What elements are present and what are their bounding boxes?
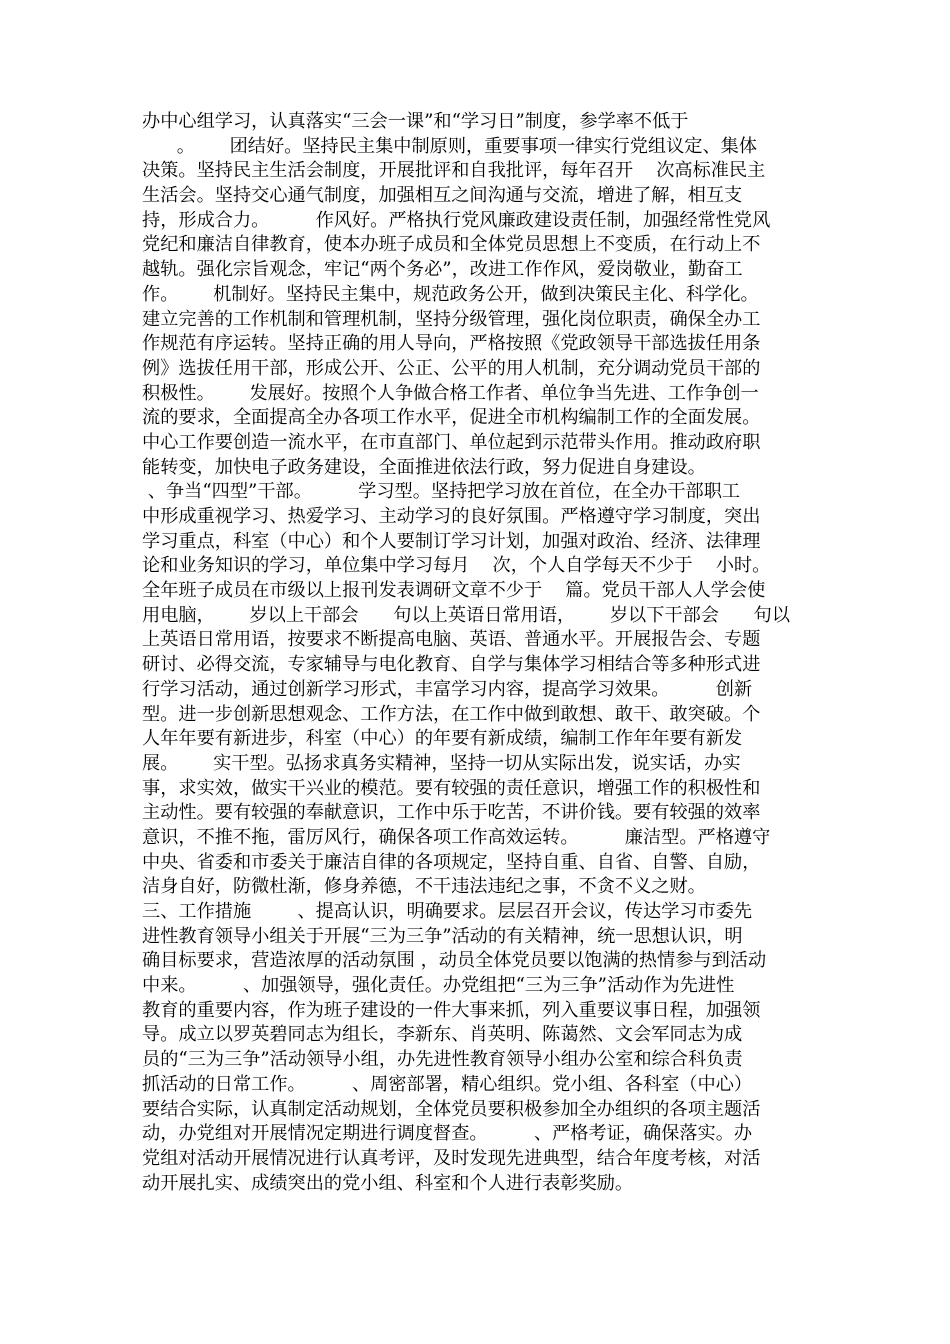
text-line: 展。 实干型。弘扬求真务实精神，坚持一切从实际出发，说实话，办实 <box>142 752 741 774</box>
body-text <box>142 110 822 1196</box>
text-line: 三、工作措施 、提高认识，明确要求。层层召开会议，传达学习市委先 <box>142 901 753 922</box>
text-line: 中形成重视学习、热爱学习、主动学习的良好氛围。严格遵守学习制度，突出 <box>142 506 761 527</box>
text-line: 中心工作要创造一流水平，在市直部门、单位起到示范带头作用。推动政府职 <box>142 431 761 453</box>
text-line: 能转变，加快电子政务建设，全面推进依法行政，努力促进自身建设。 <box>142 456 706 478</box>
text-line: 例》选拔任用干部，形成公开、公正、公平的用人机制，充分调动党员干部的 <box>142 357 761 379</box>
text-line: 确目标要求，营造浓厚的活动氛围 ，动员全体党员要以饱满的热情参与到活动 <box>142 950 767 972</box>
text-line: 教育的重要内容，作为班子建设的一件大事来抓，列入重要议事日程，加强领 <box>142 999 761 1021</box>
text-line: 导。成立以罗英碧同志为组长，李新东、肖英明、陈蔼然、文会军同志为成 <box>142 1024 743 1046</box>
text-line: 作规范有序运转。坚持正确的用人导向，严格按照《党政领导干部选拔任用条 <box>142 333 761 355</box>
text-line: 员的“三为三争”活动领导小组，办先进性教育领导小组办公室和综合科负责 <box>142 1049 743 1071</box>
text-line: 决策。坚持民主生活会制度，开展批评和自我批评，每年召开 次高标准民主 <box>142 160 766 182</box>
text-line: 意识，不推不拖，雷厉风行，确保各项工作高效运转。 廉洁型。严格遵守 <box>142 826 771 848</box>
text-line: 型。进一步创新思想观念、工作方法，在工作中做到敢想、敢干、敢突破。个 <box>142 703 761 725</box>
text-line: 流的要求，全面提高全办各项工作水平，促进全市机构编制工作的全面发展。 <box>142 407 761 429</box>
text-line: 。 团结好。坚持民主集中制原则，重要事项一律实行党组议定、集体 <box>142 135 758 157</box>
text-line: 主动性。要有较强的奉献意识，工作中乐于吃苦，不讲价钱。要有较强的效率 <box>142 802 761 824</box>
text-line: 党组对活动开展情况进行认真考评，及时发现先进典型，结合年度考核，对活 <box>142 1147 761 1169</box>
text-line: 事，求实效，做实干兴业的模范。要有较强的责任意识，增强工作的积极性和 <box>142 777 761 799</box>
text-line: 学习重点，科室（中心）和个人要制订学习计划，加强对政治、经济、法律理 <box>142 530 761 552</box>
text-line: 进性教育领导小组关于开展“三为三争”活动的有关精神，统一思想认识，明 <box>142 925 743 947</box>
text-line: 持，形成合力。 作风好。严格执行党风廉政建设责任制，加强经常性党风 <box>142 209 771 231</box>
text-line: 、争当“四型”干部。 学习型。坚持把学习放在首位，在全办干部职工 <box>142 481 741 503</box>
text-line: 越轨。强化宗旨观念，牢记“两个务必”，改进工作作风，爱岗敬业，勤奋工 <box>142 259 743 281</box>
text-line: 办中心组学习，认真落实“三会一课”和“学习日”制度，参学率不低于 <box>142 111 689 132</box>
text-line: 行学习活动，通过创新学习形式，丰富学习内容，提高学习效果。 创新 <box>142 678 753 700</box>
text-line: 生活会。坚持交心通气制度，加强相互之间沟通与交流，增进了解，相互支 <box>142 185 743 207</box>
text-line: 中来。 、加强领导，强化责任。办党组把“三为三争”活动作为先进性 <box>142 975 735 997</box>
text-line: 抓活动的日常工作。 、周密部署，精心组织。党小组、各科室（中心） <box>142 1073 753 1095</box>
text-line: 作。 机制好。坚持民主集中，规范政务公开，做到决策民主化、科学化。 <box>142 283 759 305</box>
text-line: 论和业务知识的学习，单位集中学习每月 次，个人自学每天不少于 小时。 <box>142 555 771 577</box>
text-line: 洁身自好，防微杜渐，修身养德，不干违法违纪之事，不贪不义之财。 <box>142 876 706 898</box>
text-line: 全年班子成员在市级以上报刊发表调研文章不少于 篇。党员干部人人学会使 <box>142 580 766 602</box>
text-line: 研讨、必得交流，专家辅导与电化教育、自学与集体学习相结合等多种形式进 <box>142 654 761 676</box>
text-line: 动，办党组对开展情况定期进行调度督查。 、严格考证，确保落实。办 <box>142 1123 753 1145</box>
text-line: 建立完善的工作机制和管理机制，坚持分级管理，强化岗位职责，确保全办工 <box>142 308 761 330</box>
text-line: 人年年要有新进步，科室（中心）的年要有新成绩，编制工作年年要有新发 <box>142 728 743 750</box>
text-line: 积极性。 发展好。按照个人争做合格工作者、单位争当先进、工作争创一 <box>142 382 759 404</box>
text-line: 动开展扎实、成绩突出的党小组、科室和个人进行表彰奖励。 <box>142 1172 634 1194</box>
text-line: 中央、省委和市委关于廉洁自律的各项规定，坚持自重、自省、自警、自励， <box>142 851 761 873</box>
text-line: 上英语日常用语，按要求不断提高电脑、英语、普通水平。开展报告会、专题 <box>142 629 761 651</box>
text-line: 党纪和廉洁自律教育，使本办班子成员和全体党员思想上不变质，在行动上不 <box>142 234 761 256</box>
text-line: 用电脑， 岁以上干部会 句以上英语日常用语， 岁以下干部会 句以 <box>142 604 791 626</box>
text-line: 要结合实际，认真制定活动规划，全体党员要积极参加全办组织的各项主题活 <box>142 1098 761 1120</box>
